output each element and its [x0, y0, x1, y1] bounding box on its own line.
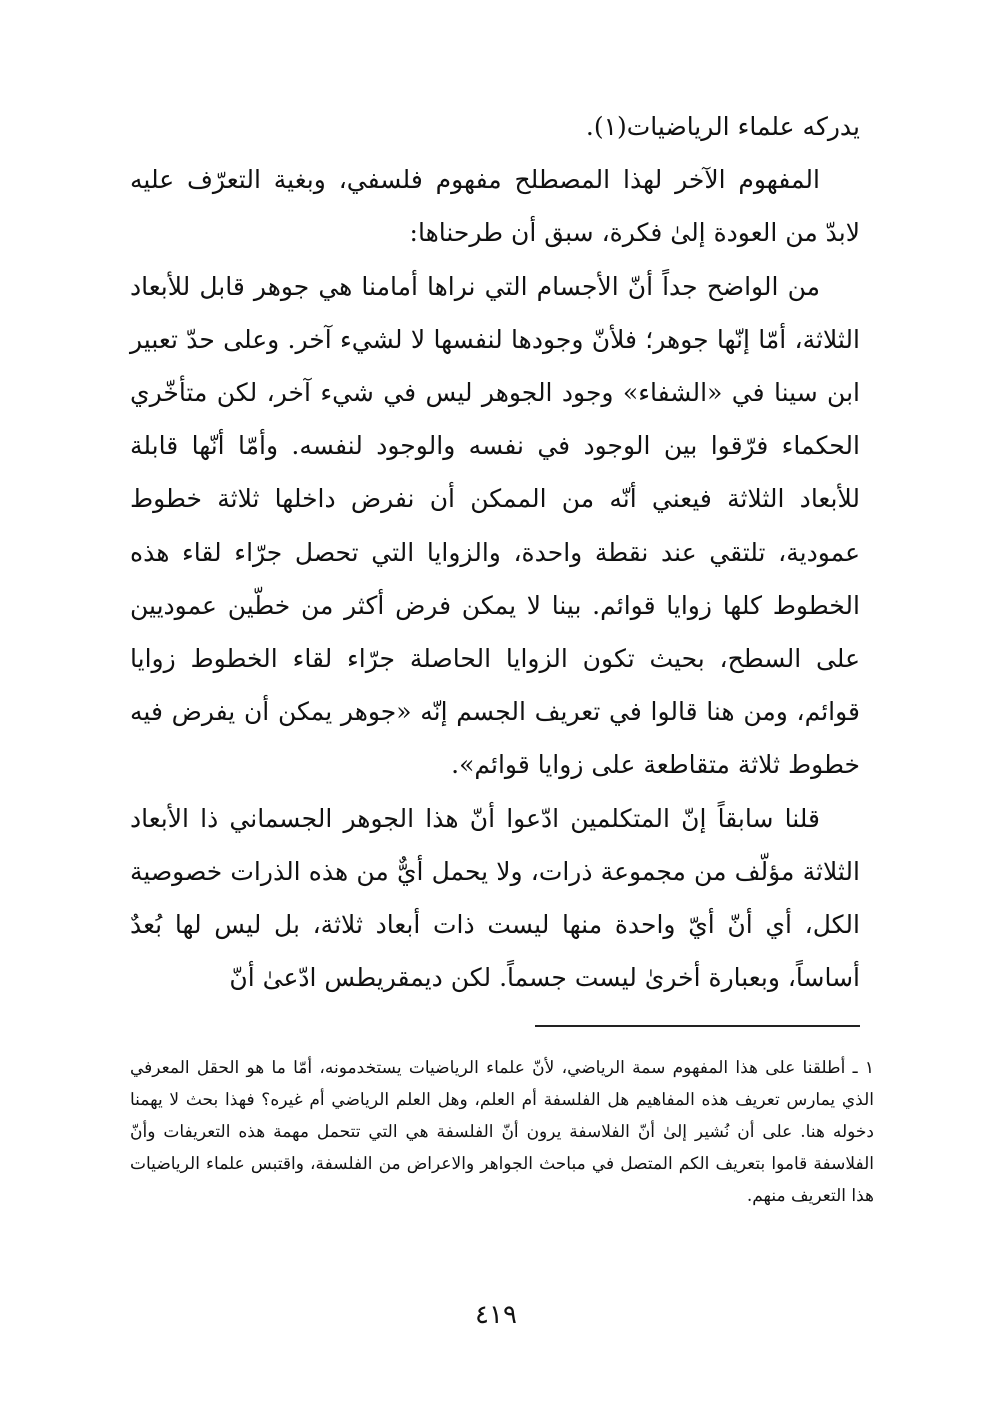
paragraph-3: من الواضح جداً أنّ الأجسام التي نراها أمامنا هي جوهر قابل للأبعاد الثلاثة، أمّا إنّها جوهر؛ فلأنّ وجودها لنفسها لا لشيء آخر. وعلى حدّ تعبير ابن سينا في «الشفاء» وجود الجوهر ليس في شيء آخر، لكن متأخّري الحكماء فرّقوا بين الوجود في نفسه والوجود لنفسه. وأمّا أنّها قابلة للأبعاد الثلاثة فيعني أنّه من الممكن أن نفرض داخلها ثلاثة خطوط عمودية، تلتقي عند نقطة واحدة، والزوايا التي تحصل جرّاء لقاء هذه الخطوط كلها زوايا قوائم. بينا لا يمكن فرض أكثر من خطّين عموديين على السطح، بحيث تكون الزوايا الحاصلة جرّاء لقاء الخطوط زوايا قوائم، ومن هنا قالوا في تعريف الجسم إنّه «جوهر يمكن أن يفرض فيه خطوط ثلاثة متقاطعة على زوايا قوائم». — [130, 271, 860, 780]
footnote-divider — [535, 1025, 860, 1027]
paragraph-2: المفهوم الآخر لهذا المصطلح مفهوم فلسفي، وبغية التعرّف عليه لابدّ من العودة إلىٰ فكرة، سبق أن طرحناها: — [130, 165, 860, 248]
footnote — [130, 1052, 874, 1212]
footnote-text: ١ ـ أطلقنا على هذا المفهوم سمة الرياضي، لأنّ علماء الرياضيات يستخدمونه، أمّا ما هو الحقل المعرفي الذي يمارس تعريف هذه المفاهيم هل الفلسفة أم العلم، وهل العلم الرياضي أم غيره؟ فهذا بحث لا يهمنا دخوله هنا. على أن نُشير إلىٰ أنّ الفلاسفة يرون أنّ الفلسفة هي التي تتحمل مهمة هذه التعريفات وأنّ الفلاسفة قاموا بتعريف الكم المتصل في مباحث الجواهر والاعراض من الفلسفة، واقتبس علماء الرياضيات هذا التعريف منهم. — [130, 1058, 874, 1206]
main-text — [130, 100, 860, 1004]
page-number: ٤١٩ — [475, 1300, 517, 1330]
paragraph-4: قلنا سابقاً إنّ المتكلمين ادّعوا أنّ هذا الجوهر الجسماني ذا الأبعاد الثلاثة مؤلّف من مجموعة ذرات، ولا يحمل أيٌّ من هذه الذرات خصوصية الكل، أي أنّ أيّ واحدة منها ليست ذات أبعاد ثلاثة، بل ليس لها بُعدٌ أساساً، وبعبارة أخرىٰ ليست جسماً. لكن ديمقريطس ادّعىٰ أنّ — [130, 803, 860, 993]
paragraph-1: يدركه علماء الرياضيات(١). — [585, 112, 860, 141]
